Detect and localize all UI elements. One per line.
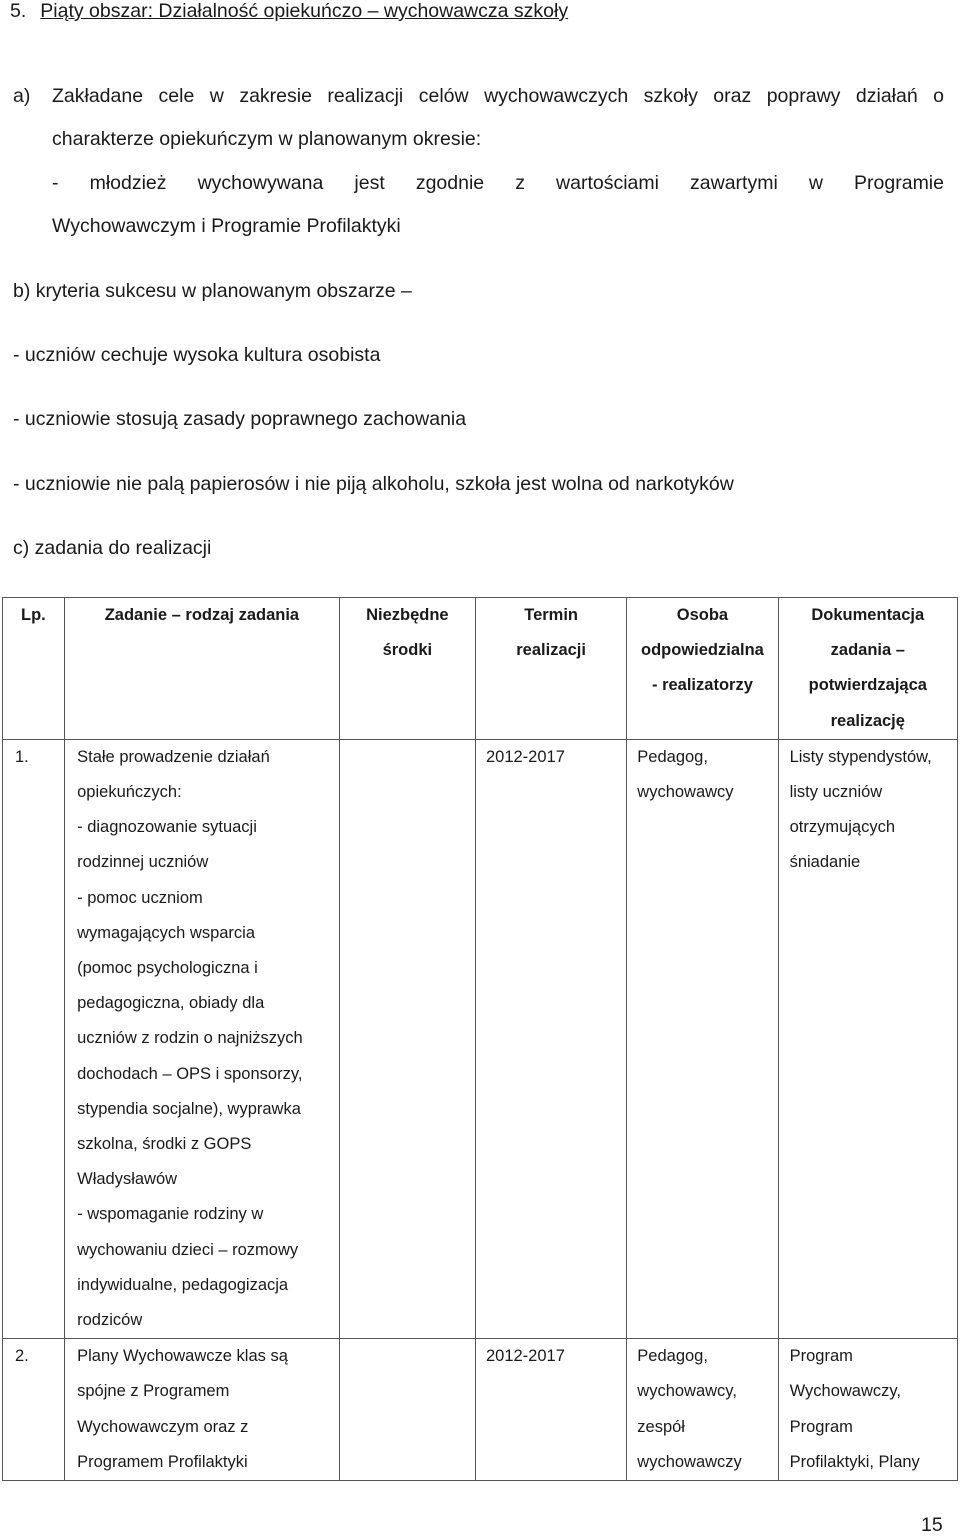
cell-line: - wspomaganie rodziny w: [77, 1205, 264, 1224]
table-row: [3, 1339, 958, 1481]
table-row: [3, 739, 958, 1338]
criterion-item: - uczniów cechuje wysoka kultura osobista: [13, 344, 381, 366]
cell-line: Listy stypendystów,: [789, 747, 932, 766]
page-number: 15: [921, 1514, 943, 1536]
cell-line: - pomoc uczniom: [77, 888, 203, 907]
cell-line: opiekuńczych:: [77, 783, 182, 802]
cell-line: wychowaniu dzieci – rozmowy: [77, 1240, 299, 1259]
cell-line: wymagających wsparcia: [77, 923, 256, 942]
cell-line: Program: [789, 1347, 853, 1366]
cell-line: 2012-2017: [485, 747, 565, 766]
cell-line: wychowawczy: [637, 1452, 742, 1471]
section-a-line3: - młodzież wychowywana jest zgodnie z wartościami zawartymi w Programie: [52, 172, 944, 194]
header-task: Zadanie – rodzaj zadania: [65, 598, 340, 740]
cell-line: Profilaktyki, Plany: [789, 1452, 920, 1471]
cell-line: szkolna, środki z GOPS: [77, 1135, 252, 1154]
section-heading: [10, 0, 568, 24]
cell-lp: [3, 739, 65, 1338]
cell-line: spójne z Programem: [77, 1382, 230, 1401]
section-number: 5.: [10, 0, 27, 22]
cell-docs: [778, 1339, 957, 1481]
cell-line: uczniów z rodzin o najniższych: [77, 1029, 303, 1048]
table-header-row: [3, 598, 958, 740]
cell-line: 1.: [15, 747, 29, 766]
cell-line: pedagogiczna, obiady dla: [77, 994, 265, 1013]
cell-line: Plany Wychowawcze klas są: [77, 1347, 288, 1366]
criterion-item: - uczniowie stosują zasady poprawnego zachowania: [13, 408, 467, 430]
cell-means: [339, 1339, 475, 1481]
cell-term: [475, 1339, 626, 1481]
cell-line: Władysławów: [77, 1170, 178, 1189]
cell-line: zespół: [637, 1417, 685, 1436]
cell-task: [65, 1339, 340, 1481]
header-docs: Dokumentacja zadania – potwierdzająca realizację: [778, 598, 957, 740]
cell-line: śniadanie: [789, 853, 861, 872]
cell-line: Stałe prowadzenie działań: [77, 747, 270, 766]
section-a-line4: Wychowawczym i Programie Profilaktyki: [52, 215, 401, 237]
cell-line: wychowawcy: [637, 783, 734, 802]
criterion-item: - uczniowie nie palą papierosów i nie piją alkoholu, szkoła jest wolna od narkotyków: [13, 473, 734, 495]
section-c-title: c) zadania do realizacji: [13, 537, 212, 559]
cell-line: Pedagog,: [637, 747, 708, 766]
cell-line: Pedagog,: [637, 1347, 708, 1366]
section-a-line2: charakterze opiekuńczym w planowanym okresie:: [52, 128, 482, 150]
header-person: Osoba odpowiedzialna - realizatorzy: [627, 598, 778, 740]
cell-line: Programem Profilaktyki: [77, 1452, 248, 1471]
cell-line: dochodach – OPS i sponsorzy,: [77, 1064, 303, 1083]
cell-line: (pomoc psychologiczna i: [77, 959, 258, 978]
cell-means: [339, 739, 475, 1338]
cell-line: stypendia socjalne), wyprawka: [77, 1099, 301, 1118]
section-a-line1: Zakładane cele w zakresie realizacji celów wychowawczych szkoły oraz poprawy działań o: [52, 85, 944, 107]
cell-person: [627, 1339, 778, 1481]
cell-line: indywidualne, pedagogizacja: [77, 1275, 289, 1294]
cell-line: otrzymujących: [789, 818, 896, 837]
header-means: Niezbędne środki: [339, 598, 475, 740]
table-body: [3, 739, 958, 1480]
cell-line: listy uczniów: [789, 783, 883, 802]
cell-task: [65, 739, 340, 1338]
section-title: Piąty obszar: Działalność opiekuńczo – wychowawcza szkoły: [40, 0, 569, 22]
section-a-label: a): [13, 85, 31, 107]
cell-line: Wychowawczy,: [789, 1382, 901, 1401]
cell-line: - diagnozowanie sytuacji: [77, 818, 257, 837]
cell-line: rodziców: [77, 1311, 143, 1330]
section-b-title: b) kryteria sukcesu w planowanym obszarze –: [13, 280, 412, 302]
cell-line: 2012-2017: [485, 1347, 565, 1366]
cell-line: rodzinnej uczniów: [77, 853, 209, 872]
cell-line: wychowawcy,: [637, 1382, 737, 1401]
cell-term: [475, 739, 626, 1338]
cell-line: 2.: [15, 1347, 29, 1366]
cell-line: Program: [789, 1417, 853, 1436]
header-term: Termin realizacji: [475, 598, 626, 740]
tasks-table: [2, 597, 958, 1481]
header-lp: Lp.: [3, 598, 65, 740]
cell-person: [627, 739, 778, 1338]
cell-line: Wychowawczym oraz z: [77, 1417, 249, 1436]
cell-docs: [778, 739, 957, 1338]
cell-lp: [3, 1339, 65, 1481]
